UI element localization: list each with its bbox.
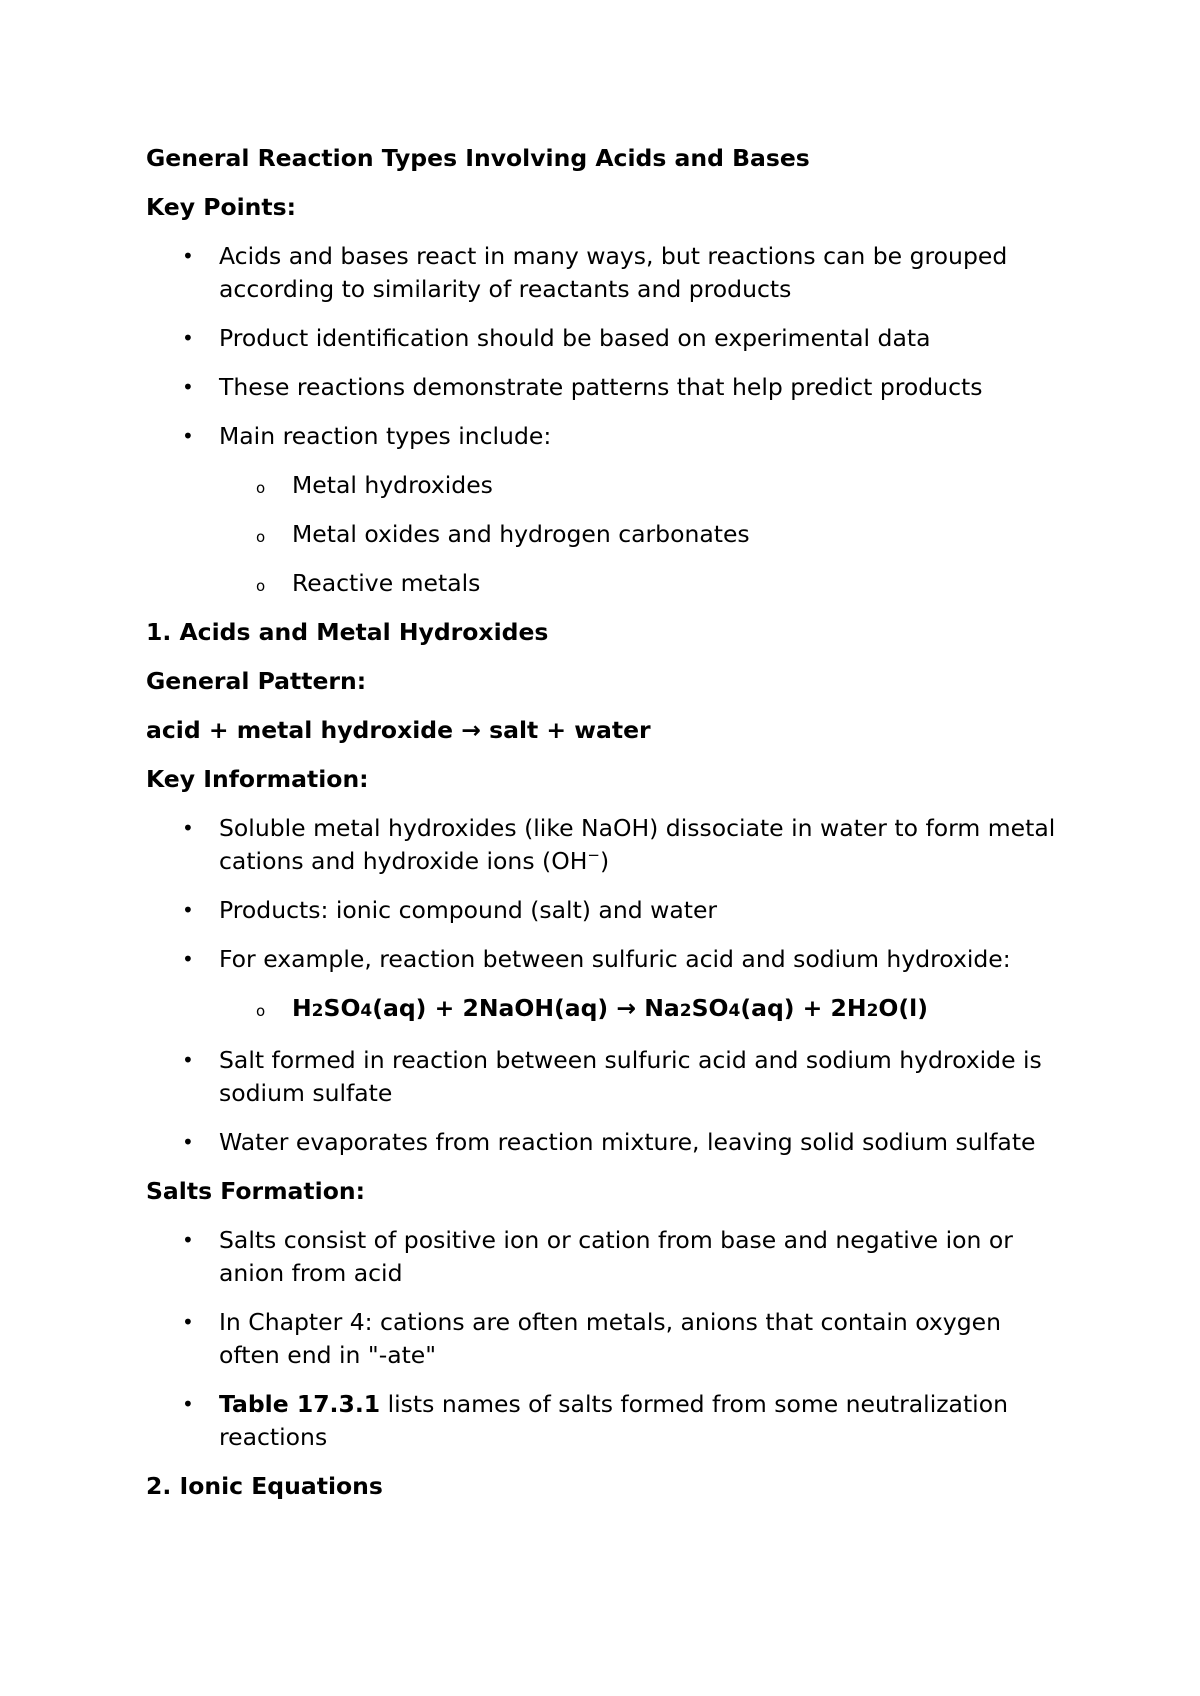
equation-subscript: 4 — [360, 1001, 373, 1021]
text-part: ) — [599, 847, 610, 875]
general-pattern-heading: General Pattern: — [146, 667, 367, 695]
bullet-icon: • — [182, 1130, 194, 1154]
list-item-text: Salts consist of positive ion or cation from base and negative ion or anion from acid — [219, 1226, 1013, 1287]
superscript: − — [587, 846, 600, 865]
equation-part: SO — [323, 994, 361, 1022]
bullet-icon: • — [182, 898, 194, 922]
bullet-icon: • — [182, 947, 194, 971]
list-item — [146, 943, 1066, 976]
list-item-text: Main reaction types include: — [219, 422, 552, 450]
salts-formation-heading: Salts Formation: — [146, 1177, 365, 1205]
bullet-icon: • — [182, 244, 194, 268]
list-item-text: Product identification should be based on experimental data — [219, 324, 931, 352]
salts-formation-list — [146, 1224, 1066, 1454]
sublist-item-text: Metal hydroxides — [292, 471, 493, 499]
key-points-heading: Key Points: — [146, 193, 297, 221]
reaction-types-sublist — [146, 469, 1066, 600]
list-item — [146, 1306, 1066, 1372]
bullet-icon: • — [182, 424, 194, 448]
chemical-equation — [292, 994, 928, 1022]
list-item-text — [219, 1390, 1008, 1451]
sublist-item-text: Reactive metals — [292, 569, 481, 597]
sublist-item-text: Metal oxides and hydrogen carbonates — [292, 520, 750, 548]
general-pattern-equation: acid + metal hydroxide → salt + water — [146, 716, 651, 744]
list-item — [146, 240, 1066, 306]
bullet-icon: • — [182, 326, 194, 350]
list-item-text: Acids and bases react in many ways, but reactions can be grouped according to similarity of reactants and products — [219, 242, 1008, 303]
circle-bullet-icon: o — [256, 528, 266, 546]
list-item — [146, 1224, 1066, 1290]
list-item — [146, 1388, 1066, 1454]
section-heading-acids-metal-hydroxides: 1. Acids and Metal Hydroxides — [146, 618, 549, 646]
sublist-item — [146, 567, 1066, 600]
list-item — [146, 1044, 1066, 1110]
section-heading-ionic-equations: 2. Ionic Equations — [146, 1472, 383, 1500]
equation-part: (aq) + 2H — [740, 994, 867, 1022]
equation-part: (aq) + 2NaOH(aq) → Na — [372, 994, 680, 1022]
equation-part: H — [292, 994, 312, 1022]
list-item — [146, 420, 1066, 453]
sublist-item — [146, 469, 1066, 502]
list-item-text: These reactions demonstrate patterns that help predict products — [219, 373, 983, 401]
document-page — [146, 142, 1066, 1519]
bullet-icon: • — [182, 1048, 194, 1072]
list-item-text: Water evaporates from reaction mixture, leaving solid sodium sulfate — [219, 1128, 1036, 1156]
key-information-list-continued — [146, 1044, 1066, 1159]
key-information-list — [146, 812, 1066, 976]
text-part: lists names of salts formed from some neutralization reactions — [219, 1390, 1008, 1451]
bullet-icon: • — [182, 1392, 194, 1416]
list-item-text: For example, reaction between sulfuric acid and sodium hydroxide: — [219, 945, 1011, 973]
list-item-text — [219, 814, 1055, 875]
document-title: General Reaction Types Involving Acids and Bases — [146, 144, 810, 172]
circle-bullet-icon: o — [256, 1002, 266, 1020]
list-item — [146, 1126, 1066, 1159]
key-points-list — [146, 240, 1066, 453]
list-item-text: In Chapter 4: cations are often metals, anions that contain oxygen often end in "-ate" — [219, 1308, 1001, 1369]
equation-subscript: 2 — [866, 1001, 879, 1021]
equation-subscript: 4 — [728, 1001, 741, 1021]
list-item-text: Salt formed in reaction between sulfuric acid and sodium hydroxide is sodium sulfate — [219, 1046, 1042, 1107]
sublist-item — [146, 518, 1066, 551]
list-item — [146, 371, 1066, 404]
equation-part: O(l) — [878, 994, 928, 1022]
text-part: Soluble metal hydroxides (like NaOH) dissociate in water to form metal cations and hydroxide ions (OH — [219, 814, 1056, 875]
circle-bullet-icon: o — [256, 479, 266, 497]
list-item — [146, 812, 1066, 878]
list-item — [146, 322, 1066, 355]
list-item — [146, 894, 1066, 927]
bullet-icon: • — [182, 1228, 194, 1252]
table-reference: Table 17.3.1 — [219, 1390, 381, 1418]
bullet-icon: • — [182, 375, 194, 399]
bullet-icon: • — [182, 816, 194, 840]
equation-sublist — [146, 992, 1066, 1028]
list-item-text: Products: ionic compound (salt) and water — [219, 896, 718, 924]
equation-subscript: 2 — [311, 1001, 324, 1021]
bullet-icon: • — [182, 1310, 194, 1334]
circle-bullet-icon: o — [256, 577, 266, 595]
key-information-heading: Key Information: — [146, 765, 369, 793]
sublist-item — [146, 992, 1066, 1028]
equation-subscript: 2 — [679, 1001, 692, 1021]
equation-part: SO — [691, 994, 729, 1022]
